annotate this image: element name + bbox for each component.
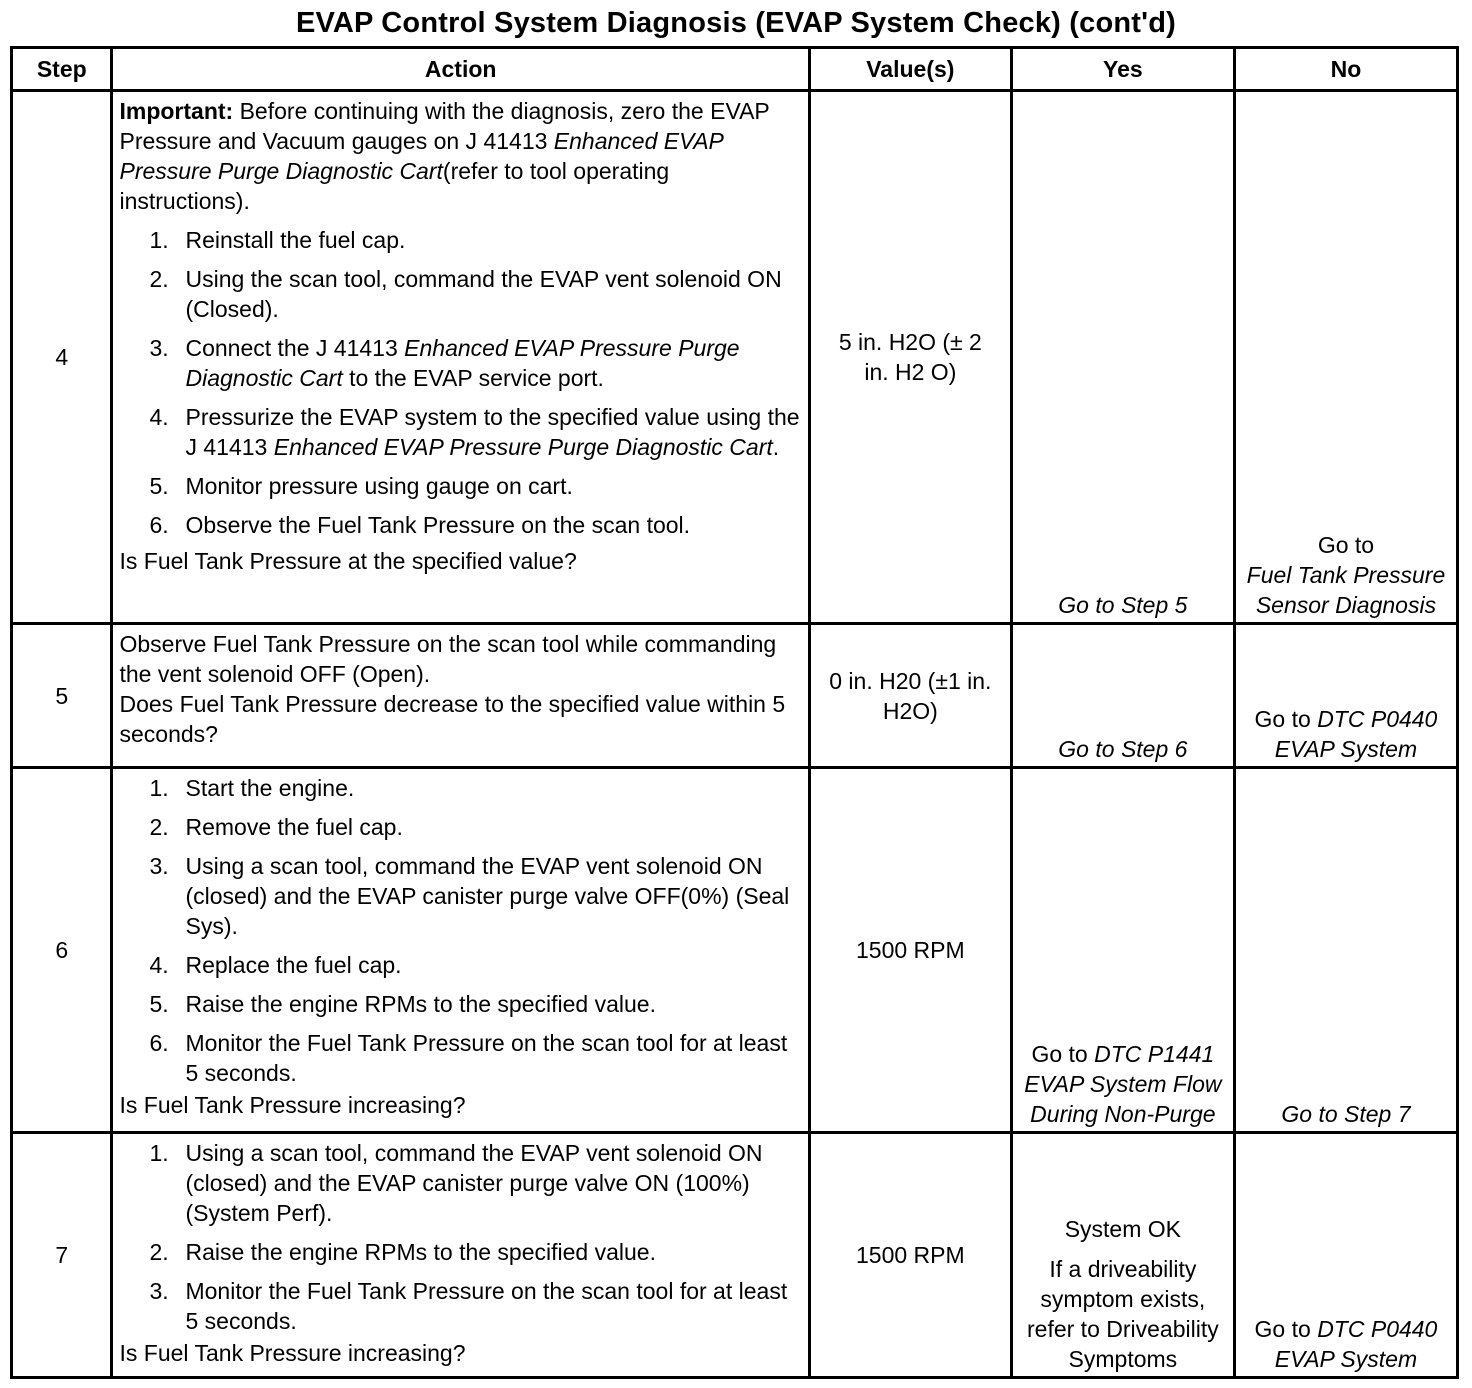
item-text: . xyxy=(772,434,780,460)
no-cell xyxy=(1234,91,1457,624)
item-text: Raise the engine RPMs to the specified value. xyxy=(185,991,656,1017)
list-item xyxy=(119,264,803,324)
page-title: EVAP Control System Diagnosis (EVAP System Check) (cont'd) xyxy=(295,7,1177,39)
question: Is Fuel Tank Pressure at the specified value? xyxy=(119,548,577,574)
no-prefix: Go to xyxy=(1254,1316,1318,1342)
item-text: Monitor the Fuel Tank Pressure on the scan tool for at least 5 seconds. xyxy=(185,1278,788,1334)
table-row xyxy=(12,91,1458,624)
table-row xyxy=(12,768,1458,1133)
item-number: 3. xyxy=(149,1278,169,1304)
action-cell xyxy=(112,1133,809,1378)
item-number: 1. xyxy=(149,775,169,801)
important-label: Important: xyxy=(119,98,234,124)
item-number: 2. xyxy=(149,1239,169,1265)
item-number: 5. xyxy=(149,473,169,499)
header-action: Action xyxy=(112,48,809,91)
yes-cell: Go to Step 6 xyxy=(1011,624,1234,768)
tool-name: Enhanced EVAP Pressure Purge Diagnostic Cart xyxy=(119,128,724,184)
no-link: DTC P0440 EVAP System xyxy=(1274,1316,1438,1372)
list-item xyxy=(119,773,803,803)
list-item xyxy=(119,1138,803,1228)
value-cell: 1500 RPM xyxy=(809,768,1011,1133)
no-link: Fuel Tank Pressure Sensor Diagnosis xyxy=(1246,562,1446,618)
item-number: 2. xyxy=(149,266,169,292)
item-text: Monitor pressure using gauge on cart. xyxy=(185,473,573,499)
item-text: Using a scan tool, command the EVAP vent solenoid ON (closed) and the EVAP canister purge valve OFF(0%) (Seal Sys). xyxy=(185,853,790,939)
diagnosis-table xyxy=(10,46,1459,1379)
no-prefix: Go to xyxy=(1254,706,1318,732)
item-number: 2. xyxy=(149,814,169,840)
step-number: 6 xyxy=(12,768,112,1133)
table-row xyxy=(12,1133,1458,1378)
list-item xyxy=(119,812,803,842)
list-item xyxy=(119,333,803,393)
step-number: 5 xyxy=(12,624,112,768)
value-cell: 5 in. H2O (± 2 in. H2 O) xyxy=(809,91,1011,624)
table-row xyxy=(12,624,1458,768)
item-text: Start the engine. xyxy=(185,775,355,801)
item-text: Remove the fuel cap. xyxy=(185,814,403,840)
item-number: 3. xyxy=(149,335,169,361)
header-no: No xyxy=(1234,48,1457,91)
no-prefix: Go to xyxy=(1317,532,1375,558)
header-values: Value(s) xyxy=(809,48,1011,91)
yes-link: DTC P1441 EVAP System Flow During Non-Purge xyxy=(1024,1041,1222,1127)
yes-cell xyxy=(1011,768,1234,1133)
item-italic: Enhanced EVAP Pressure Purge Diagnostic Cart xyxy=(185,335,740,391)
yes-cell xyxy=(1011,1133,1234,1378)
yes-prefix: Go to xyxy=(1031,1041,1095,1067)
item-text: to the EVAP service port. xyxy=(342,365,604,391)
list-item xyxy=(119,1028,803,1088)
question: Is Fuel Tank Pressure increasing? xyxy=(119,1092,466,1118)
value-cell: 1500 RPM xyxy=(809,1133,1011,1378)
no-cell xyxy=(1234,624,1457,768)
step-number: 7 xyxy=(12,1133,112,1378)
action-cell xyxy=(112,768,809,1133)
list-item xyxy=(119,225,803,255)
value-cell: 0 in. H20 (±1 in. H2O) xyxy=(809,624,1011,768)
list-item xyxy=(119,851,803,941)
item-text: Raise the engine RPMs to the specified value. xyxy=(185,1239,656,1265)
no-cell: Go to Step 7 xyxy=(1234,768,1457,1133)
header-row xyxy=(12,48,1458,91)
header-yes: Yes xyxy=(1011,48,1234,91)
list-item xyxy=(119,402,803,462)
note-text: Before continuing with the diagnosis, zero the EVAP Pressure and Vacuum gauges on J 41413 xyxy=(119,98,770,154)
list-item xyxy=(119,471,803,501)
question: Is Fuel Tank Pressure increasing? xyxy=(119,1340,466,1366)
item-text: Observe the Fuel Tank Pressure on the scan tool. xyxy=(185,512,691,538)
list-item xyxy=(119,950,803,980)
item-text: Reinstall the fuel cap. xyxy=(185,227,406,253)
action-steps xyxy=(119,225,803,540)
item-text: Monitor the Fuel Tank Pressure on the scan tool for at least 5 seconds. xyxy=(185,1030,788,1086)
yes-cell: Go to Step 5 xyxy=(1011,91,1234,624)
step-number: 4 xyxy=(12,91,112,624)
list-item xyxy=(119,1237,803,1267)
list-item xyxy=(119,1276,803,1336)
action-steps xyxy=(119,1138,803,1336)
important-note xyxy=(119,96,803,216)
item-text: Connect the J 41413 xyxy=(185,335,405,361)
item-text: Using the scan tool, command the EVAP vent solenoid ON (Closed). xyxy=(185,266,782,322)
note-tail: (refer to tool operating instructions). xyxy=(119,158,670,214)
header-step: Step xyxy=(12,48,112,91)
yes-note: If a driveability symptom exists, refer to Driveability Symptoms xyxy=(1027,1256,1219,1372)
yes-status: System OK xyxy=(1064,1216,1182,1242)
action-cell xyxy=(112,624,809,768)
no-link: DTC P0440 EVAP System xyxy=(1274,706,1438,762)
action-steps xyxy=(119,773,803,1088)
action-text: Observe Fuel Tank Pressure on the scan tool while commanding the vent solenoid OFF (Open). xyxy=(119,631,777,687)
item-number: 6. xyxy=(149,1030,169,1056)
item-text: Replace the fuel cap. xyxy=(185,952,402,978)
item-number: 4. xyxy=(149,952,169,978)
action-cell xyxy=(112,91,809,624)
item-number: 6. xyxy=(149,512,169,538)
item-number: 1. xyxy=(149,227,169,253)
item-number: 4. xyxy=(149,404,169,430)
no-cell xyxy=(1234,1133,1457,1378)
item-number: 3. xyxy=(149,853,169,879)
item-text: Using a scan tool, command the EVAP vent solenoid ON (closed) and the EVAP canister purge valve ON (100%) (System Perf). xyxy=(185,1140,763,1226)
item-text: Pressurize the EVAP system to the specified value using the J 41413 xyxy=(185,404,800,460)
question: Does Fuel Tank Pressure decrease to the specified value within 5 seconds? xyxy=(119,691,786,747)
item-italic: Enhanced EVAP Pressure Purge Diagnostic Cart xyxy=(273,434,773,460)
list-item xyxy=(119,510,803,540)
list-item xyxy=(119,989,803,1019)
item-number: 5. xyxy=(149,991,169,1017)
item-number: 1. xyxy=(149,1140,169,1166)
